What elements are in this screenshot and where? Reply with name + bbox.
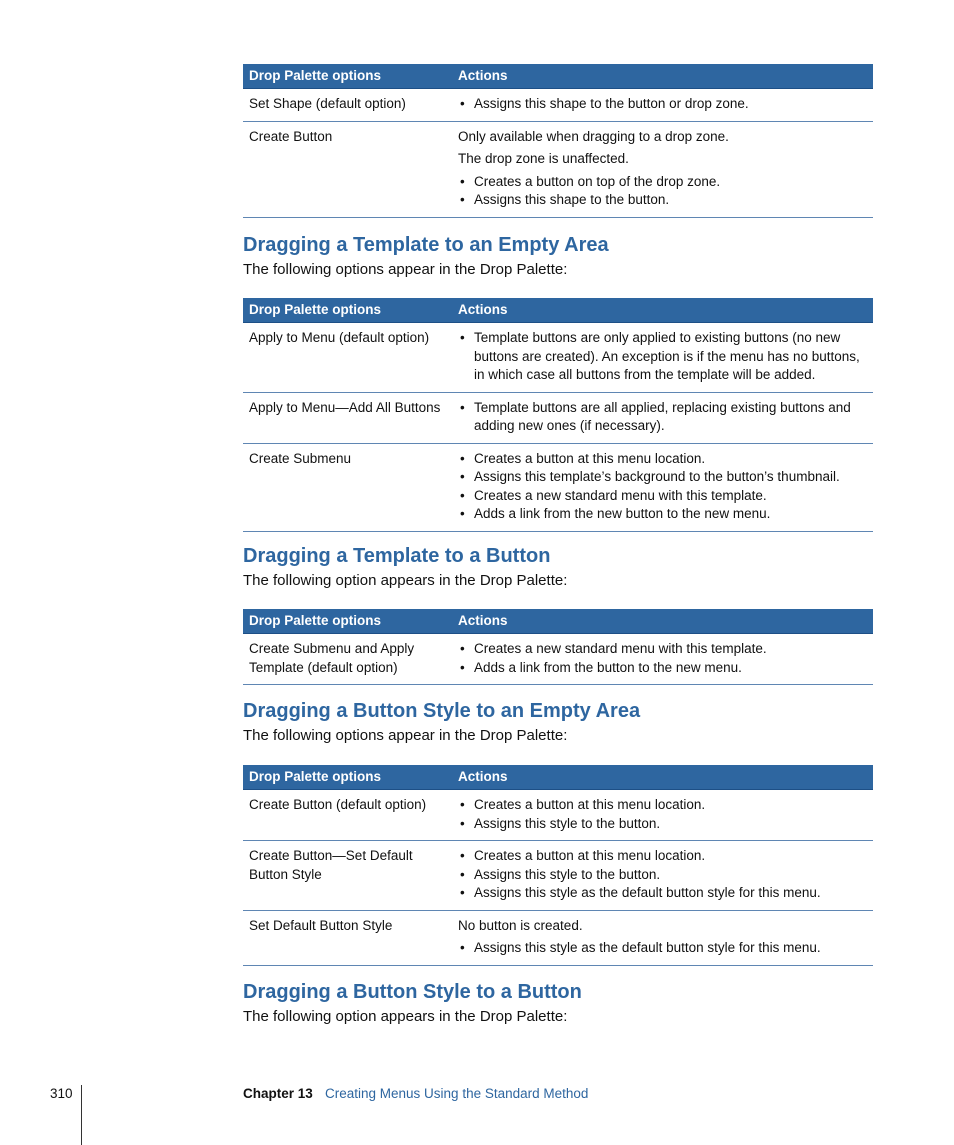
action-list-item: • Creates a button at this menu location. [458,796,867,815]
action-list [458,399,867,436]
action-list [458,450,867,524]
table-row [243,392,873,443]
header-options: Drop Palette options [243,609,452,634]
header-actions: Actions [452,765,873,790]
section-title: Dragging a Template to a Button [243,545,551,567]
actions-cell [452,392,873,443]
option-cell: Create Button—Set Default Button Style [243,841,452,911]
option-cell: Create Button [243,121,452,217]
table-row [243,910,873,965]
action-list-item: • Assigns this style to the button. [458,866,867,885]
table-row [243,790,873,841]
section-intro: The following options appear in the Drop Palette: [243,261,568,278]
header-actions: Actions [452,64,873,89]
section-title: Dragging a Template to an Empty Area [243,234,609,256]
table-row [243,323,873,393]
chapter-label: Chapter 13 [243,1086,313,1101]
option-cell: Create Button (default option) [243,790,452,841]
drop-palette-table-1 [243,64,873,218]
action-list-item: • Creates a button on top of the drop zone. [458,173,867,192]
action-list-item: • Template buttons are all applied, replacing existing buttons and adding new ones (if necessary). [458,399,867,436]
action-note: The drop zone is unaffected. [458,151,629,166]
action-list-item: • Assigns this style as the default button style for this menu. [458,884,867,903]
action-list-item: • Assigns this shape to the button or drop zone. [458,95,867,114]
option-cell: Apply to Menu (default option) [243,323,452,393]
action-list-item: • Creates a new standard menu with this template. [458,487,867,506]
action-list-item: • Creates a button at this menu location. [458,450,867,469]
option-cell: Set Shape (default option) [243,89,452,122]
action-list-item: • Creates a button at this menu location. [458,847,867,866]
page-number: 310 [50,1086,73,1101]
action-list [458,95,867,114]
action-list [458,173,867,210]
table-row [243,634,873,685]
action-list-item: • Adds a link from the new button to the new menu. [458,505,867,524]
actions-cell [452,443,873,531]
action-list [458,796,867,833]
action-note: No button is created. [458,917,583,933]
header-actions: Actions [452,298,873,323]
actions-cell [452,323,873,393]
header-options: Drop Palette options [243,765,452,790]
action-list-item: • Assigns this shape to the button. [458,191,867,210]
action-list [458,640,867,677]
footer-divider [81,1085,82,1145]
option-cell: Create Submenu and Apply Template (default option) [243,634,452,685]
section-intro: The following options appear in the Drop Palette: [243,727,568,744]
action-list-item: • Adds a link from the button to the new menu. [458,659,867,678]
action-list [458,329,867,385]
table-row [243,841,873,911]
section-title: Dragging a Button Style to an Empty Area [243,700,641,722]
header-options: Drop Palette options [243,298,452,323]
option-cell: Apply to Menu—Add All Buttons [243,392,452,443]
actions-cell [452,121,873,217]
action-list [458,847,867,903]
action-list-item: • Creates a new standard menu with this template. [458,640,867,659]
chapter-title: Creating Menus Using the Standard Method [325,1086,589,1101]
actions-cell [452,841,873,911]
option-cell: Create Submenu [243,443,452,531]
drop-palette-table-3 [243,609,873,685]
actions-cell [452,634,873,685]
drop-palette-table-2 [243,298,873,532]
action-note: Only available when dragging to a drop zone. [458,128,729,144]
section-intro: The following option appears in the Drop Palette: [243,1008,568,1025]
drop-palette-table-4 [243,765,873,966]
action-list-item: • Template buttons are only applied to existing buttons (no new buttons are created). An exception is if the menu has no buttons, in which case all buttons from the template will be added. [458,329,867,385]
header-options: Drop Palette options [243,64,452,89]
table-row [243,89,873,122]
section-title: Dragging a Button Style to a Button [243,981,582,1003]
action-list-item: • Assigns this style to the button. [458,815,867,834]
option-cell: Set Default Button Style [243,910,452,965]
actions-cell [452,790,873,841]
actions-cell [452,910,873,965]
action-list [458,939,867,958]
table-row [243,121,873,217]
action-list-item: • Assigns this style as the default button style for this menu. [458,939,867,958]
action-list-item: • Assigns this template’s background to the button’s thumbnail. [458,468,867,487]
table-row [243,443,873,531]
section-intro: The following option appears in the Drop Palette: [243,572,568,589]
header-actions: Actions [452,609,873,634]
actions-cell [452,89,873,122]
